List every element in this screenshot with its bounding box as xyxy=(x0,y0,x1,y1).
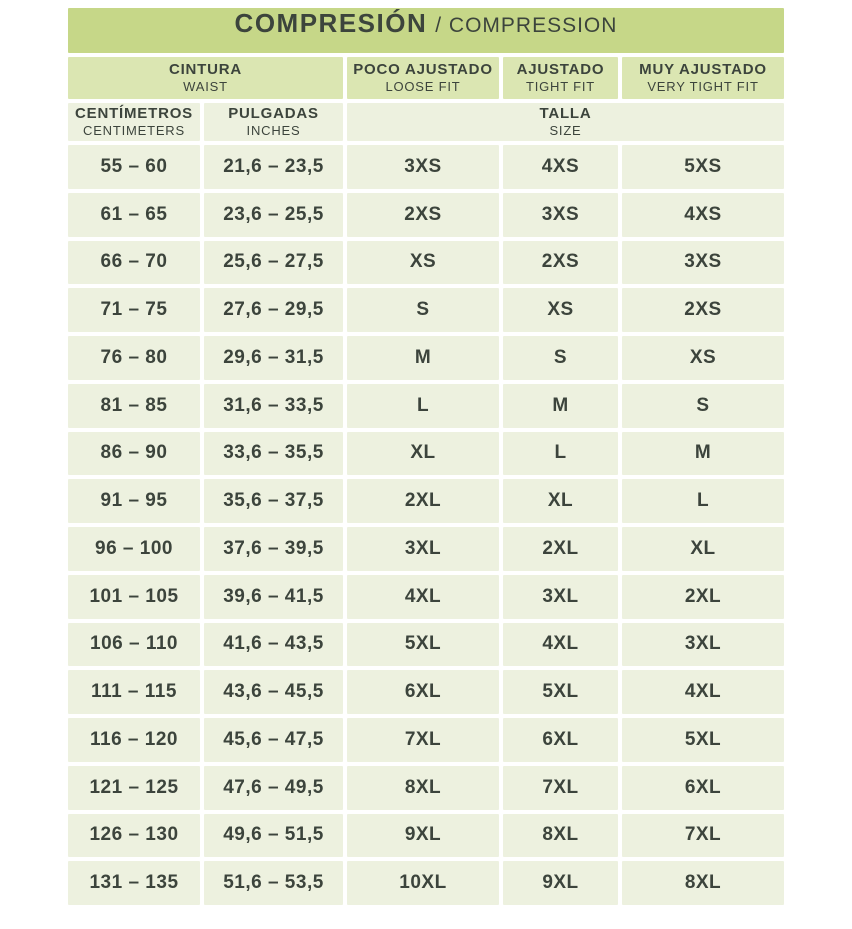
cell-very-tight-fit-size: M xyxy=(622,432,784,476)
cell-loose-fit-size: XS xyxy=(347,241,499,285)
cell-loose-fit-size: 3XS xyxy=(347,145,499,189)
cell-tight-fit-size: 4XS xyxy=(503,145,618,189)
cell-tight-fit-size: 3XL xyxy=(503,575,618,619)
cell-inches: 35,6 – 37,5 xyxy=(204,479,343,523)
cell-centimeters: 86 – 90 xyxy=(68,432,200,476)
header-loose-fit-label: POCO AJUSTADO xyxy=(353,61,493,79)
header-tight-fit-label: AJUSTADO xyxy=(516,61,605,79)
cell-tight-fit-size: 8XL xyxy=(503,814,618,858)
header-waist-label: CINTURA xyxy=(168,61,243,79)
header-tight-fit-sublabel: TIGHT FIT xyxy=(525,79,596,95)
cell-tight-fit-size: 9XL xyxy=(503,861,618,905)
cell-very-tight-fit-size: 8XL xyxy=(622,861,784,905)
cell-inches: 33,6 – 35,5 xyxy=(204,432,343,476)
cell-loose-fit-size: 6XL xyxy=(347,670,499,714)
chart-title-spanish: COMPRESIÓN xyxy=(234,8,428,38)
cell-very-tight-fit-size: 4XL xyxy=(622,670,784,714)
cell-tight-fit-size: XS xyxy=(503,288,618,332)
cell-centimeters: 126 – 130 xyxy=(68,814,200,858)
cell-tight-fit-size: 2XS xyxy=(503,241,618,285)
subheader-size xyxy=(347,103,784,141)
header-very-tight-fit xyxy=(622,57,784,99)
header-very-tight-fit-label: MUY AJUSTADO xyxy=(639,61,767,79)
cell-centimeters: 106 – 110 xyxy=(68,623,200,667)
cell-loose-fit-size: M xyxy=(347,336,499,380)
cell-centimeters: 111 – 115 xyxy=(68,670,200,714)
cell-centimeters: 61 – 65 xyxy=(68,193,200,237)
cell-loose-fit-size: S xyxy=(347,288,499,332)
cell-centimeters: 55 – 60 xyxy=(68,145,200,189)
cell-very-tight-fit-size: 4XS xyxy=(622,193,784,237)
cell-very-tight-fit-size: 2XS xyxy=(622,288,784,332)
cell-inches: 49,6 – 51,5 xyxy=(204,814,343,858)
cell-very-tight-fit-size: 3XL xyxy=(622,623,784,667)
cell-loose-fit-size: 2XL xyxy=(347,479,499,523)
cell-loose-fit-size: 4XL xyxy=(347,575,499,619)
header-waist-sublabel: WAIST xyxy=(183,79,228,95)
cell-inches: 37,6 – 39,5 xyxy=(204,527,343,571)
cell-centimeters: 81 – 85 xyxy=(68,384,200,428)
subheader-size-label: TALLA xyxy=(539,105,592,123)
cell-inches: 47,6 – 49,5 xyxy=(204,766,343,810)
cell-loose-fit-size: 7XL xyxy=(347,718,499,762)
cell-centimeters: 91 – 95 xyxy=(68,479,200,523)
cell-centimeters: 76 – 80 xyxy=(68,336,200,380)
cell-very-tight-fit-size: 3XS xyxy=(622,241,784,285)
chart-title-english: / COMPRESSION xyxy=(435,14,618,37)
cell-centimeters: 96 – 100 xyxy=(68,527,200,571)
cell-very-tight-fit-size: 6XL xyxy=(622,766,784,810)
cell-loose-fit-size: 10XL xyxy=(347,861,499,905)
cell-loose-fit-size: 3XL xyxy=(347,527,499,571)
cell-very-tight-fit-size: 5XL xyxy=(622,718,784,762)
cell-centimeters: 66 – 70 xyxy=(68,241,200,285)
cell-inches: 23,6 – 25,5 xyxy=(204,193,343,237)
cell-inches: 29,6 – 31,5 xyxy=(204,336,343,380)
cell-tight-fit-size: 6XL xyxy=(503,718,618,762)
cell-loose-fit-size: 9XL xyxy=(347,814,499,858)
cell-inches: 39,6 – 41,5 xyxy=(204,575,343,619)
cell-very-tight-fit-size: S xyxy=(622,384,784,428)
cell-tight-fit-size: S xyxy=(503,336,618,380)
cell-inches: 25,6 – 27,5 xyxy=(204,241,343,285)
cell-centimeters: 121 – 125 xyxy=(68,766,200,810)
cell-inches: 43,6 – 45,5 xyxy=(204,670,343,714)
cell-very-tight-fit-size: 5XS xyxy=(622,145,784,189)
header-loose-fit-sublabel: LOOSE FIT xyxy=(385,79,461,95)
cell-centimeters: 71 – 75 xyxy=(68,288,200,332)
header-waist xyxy=(68,57,343,99)
cell-very-tight-fit-size: 7XL xyxy=(622,814,784,858)
cell-inches: 27,6 – 29,5 xyxy=(204,288,343,332)
cell-very-tight-fit-size: L xyxy=(622,479,784,523)
header-tight-fit xyxy=(503,57,618,99)
cell-inches: 51,6 – 53,5 xyxy=(204,861,343,905)
cell-loose-fit-size: 2XS xyxy=(347,193,499,237)
subheader-inches-sublabel: INCHES xyxy=(246,123,301,139)
cell-inches: 45,6 – 47,5 xyxy=(204,718,343,762)
cell-centimeters: 116 – 120 xyxy=(68,718,200,762)
header-loose-fit xyxy=(347,57,499,99)
chart-title-bar xyxy=(68,8,784,53)
cell-inches: 21,6 – 23,5 xyxy=(204,145,343,189)
cell-very-tight-fit-size: 2XL xyxy=(622,575,784,619)
cell-loose-fit-size: 5XL xyxy=(347,623,499,667)
subheader-centimeters-sublabel: CENTIMETERS xyxy=(83,123,185,139)
cell-tight-fit-size: XL xyxy=(503,479,618,523)
size-grid xyxy=(68,8,784,905)
cell-centimeters: 101 – 105 xyxy=(68,575,200,619)
cell-very-tight-fit-size: XS xyxy=(622,336,784,380)
cell-very-tight-fit-size: XL xyxy=(622,527,784,571)
cell-centimeters: 131 – 135 xyxy=(68,861,200,905)
cell-inches: 31,6 – 33,5 xyxy=(204,384,343,428)
cell-loose-fit-size: XL xyxy=(347,432,499,476)
cell-tight-fit-size: M xyxy=(503,384,618,428)
cell-tight-fit-size: 7XL xyxy=(503,766,618,810)
cell-loose-fit-size: L xyxy=(347,384,499,428)
subheader-centimeters xyxy=(68,103,200,141)
header-very-tight-fit-sublabel: VERY TIGHT FIT xyxy=(647,79,759,95)
cell-tight-fit-size: L xyxy=(503,432,618,476)
cell-tight-fit-size: 2XL xyxy=(503,527,618,571)
subheader-inches-label: PULGADAS xyxy=(228,105,319,123)
cell-tight-fit-size: 3XS xyxy=(503,193,618,237)
subheader-inches xyxy=(204,103,343,141)
cell-tight-fit-size: 4XL xyxy=(503,623,618,667)
cell-loose-fit-size: 8XL xyxy=(347,766,499,810)
subheader-centimeters-label: CENTÍMETROS xyxy=(75,105,193,123)
cell-inches: 41,6 – 43,5 xyxy=(204,623,343,667)
subheader-size-sublabel: SIZE xyxy=(549,123,582,139)
cell-tight-fit-size: 5XL xyxy=(503,670,618,714)
